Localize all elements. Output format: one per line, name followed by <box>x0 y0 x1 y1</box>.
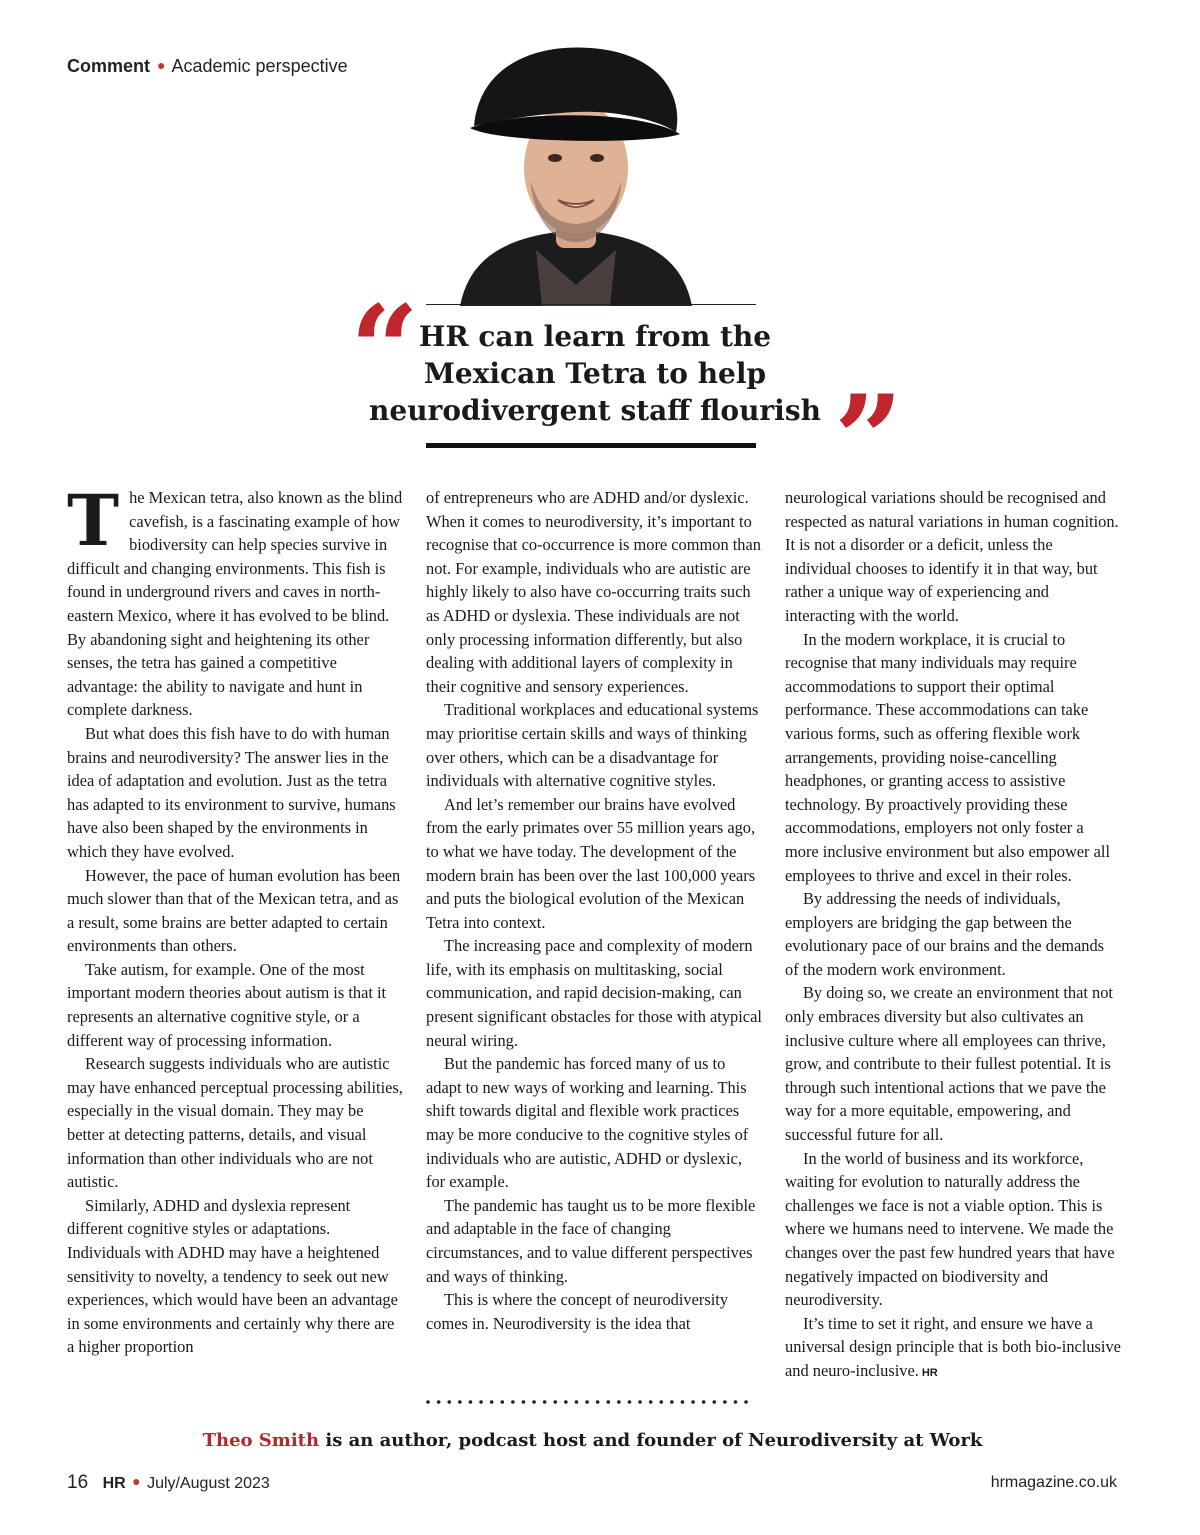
pullquote-top-rule <box>426 304 756 305</box>
article-column-1 <box>67 479 403 1359</box>
paragraph: And let’s remember our brains have evolved from the early primates over 55 million years ago, to what we have today. The development of the modern brain has been over the last 100,000 years and puts the biological evolution of the Mexican Tetra into context. <box>426 794 756 932</box>
paragraph: In the world of business and its workforce, waiting for evolution to naturally address the challenges we face is not a viable option. This is where we humans need to intervene. We made the changes over the past few hundred years that have negatively impacted on biodiversity and neurodiversity. <box>785 1148 1115 1310</box>
close-quote-icon: ” <box>834 369 904 510</box>
article-column-2 <box>426 486 762 1335</box>
pullquote-headline: HR can learn from the Mexican Tetra to help neurodivergent staff flourish <box>369 320 821 427</box>
open-quote-icon: “ <box>350 279 420 420</box>
paragraph: This is where the concept of neurodiversity comes in. Neurodiversity is the idea that <box>426 1290 729 1333</box>
paragraph: It’s time to set it right, and ensure we have a universal design principle that is both bio-inclusive and neuro-inclusive. HR <box>785 1313 1121 1380</box>
author-name: Theo Smith <box>202 1430 320 1451</box>
author-bio-text: is an author, podcast host and founder of Neurodiversity at Work <box>319 1430 983 1451</box>
paragraph: Traditional workplaces and educational systems may prioritise certain skills and ways of thinking over others, which can be a disadvantage for individuals with alternative cognitive styles. <box>426 700 759 791</box>
dotted-divider <box>426 1398 756 1406</box>
end-mark: HR <box>921 1366 938 1379</box>
paragraph: The pandemic has taught us to be more flexible and adaptable in the face of changing circumstances, and to value different perspectives and ways of thinking. <box>426 1195 756 1286</box>
website-url: hrmagazine.co.uk <box>990 1474 1117 1491</box>
page-number: 16 <box>67 1472 89 1493</box>
paragraph: Take autism, for example. One of the most important modern theories about autism is that it represents an alternative cognitive style, or a different way of processing information. <box>67 959 387 1050</box>
author-portrait <box>440 40 712 306</box>
paragraph: The Mexican tetra, also known as the blind cavefish, is a fascinating example of how biodiversity can help species survive in difficult and changing environments. This fish is found in underground rivers and caves in north-eastern Mexico, where it has evolved to be blind. By abandoning sight and heightening its other senses, the tetra has gained a competitive advantage: the ability to navigate and hunt in complete darkness. <box>67 479 403 720</box>
paragraph: However, the pace of human evolution has been much slower than that of the Mexican tetra, and as a result, some brains are better adapted to certain environments than others. <box>67 865 401 956</box>
article-column-3 <box>785 486 1121 1386</box>
paragraph: By addressing the needs of individuals, employers are bridging the gap between the evolutionary pace of our brains and the demands of the modern work environment. <box>785 889 1105 979</box>
subsection-label: Academic perspective <box>171 56 348 76</box>
section-label: Comment <box>67 56 151 76</box>
magazine-name: HR <box>102 1475 126 1492</box>
paragraph: But what does this fish have to do with human brains and neurodiversity? The answer lies in the idea of adaptation and evolution. Just as the tetra has adapted to its environment to survive, humans have also been shaped by the environments in which they have evolved. <box>67 723 396 861</box>
paragraph: Similarly, ADHD and dyslexia represent different cognitive styles or adaptations. Individuals with ADHD may have a heightened sensitivity to novelty, a tendency to seek out new experiences, which would have been an advantage in some environments and certainly why there are a higher proportion <box>67 1195 398 1357</box>
paragraph: In the modern workplace, it is crucial to recognise that many individuals may require accommodations to support their optimal performance. These accommodations can take various forms, such as offering flexible work arrangements, providing noise-cancelling headphones, or granting access to assistive technology. By proactively providing these accommodations, employers not only foster a more inclusive environment but also empower all employees to thrive and excel in their roles. <box>785 629 1110 885</box>
author-bio <box>0 1430 1185 1451</box>
paragraph: of entrepreneurs who are ADHD and/or dyslexic. When it comes to neurodiversity, it’s important to recognise that co-occurrence is more common than not. For example, individuals who are autistic are highly likely to also have co-occurring traits such as ADHD or dyslexia. These individuals are not only processing information differently, but also dealing with additional layers of complexity in their cognitive and sensory experiences. <box>426 488 761 696</box>
pullquote-bottom-rule <box>426 443 756 448</box>
bullet-dot-icon: ● <box>132 1473 141 1489</box>
section-header <box>67 56 348 77</box>
paragraph: Research suggests individuals who are autistic may have enhanced perceptual processing abilities, especially in the visual domain. They may be better at detecting patterns, details, and visual information than other individuals who are not autistic. <box>67 1054 403 1192</box>
paragraph: The increasing pace and complexity of modern life, with its emphasis on multitasking, social communication, and rapid decision-making, can present significant obstacles for those with atypical neural wiring. <box>426 936 762 1050</box>
paragraph: neurological variations should be recognised and respected as natural variations in human cognition. It is not a disorder or a deficit, unless the individual chooses to identify it in that way, but rather a unique way of experiencing and interacting with the world. <box>785 488 1119 625</box>
issue-date: July/August 2023 <box>147 1475 270 1492</box>
footer-folio <box>67 1472 270 1494</box>
paragraph: But the pandemic has forced many of us to adapt to new ways of working and learning. This shift towards digital and flexible work practices may be more conducive to the cognitive styles of individuals who are autistic, ADHD or dyslexic, for example. <box>426 1054 749 1192</box>
bullet-dot-icon: ● <box>157 57 166 73</box>
drop-cap: T <box>67 479 120 562</box>
paragraph: By doing so, we create an environment that not only embraces diversity but also cultivates an inclusive culture where all employees can thrive, grow, and contribute to their fullest potential. It is through such intentional actions that we pave the way for a more equitable, empowering, and successful future for all. <box>785 983 1113 1145</box>
